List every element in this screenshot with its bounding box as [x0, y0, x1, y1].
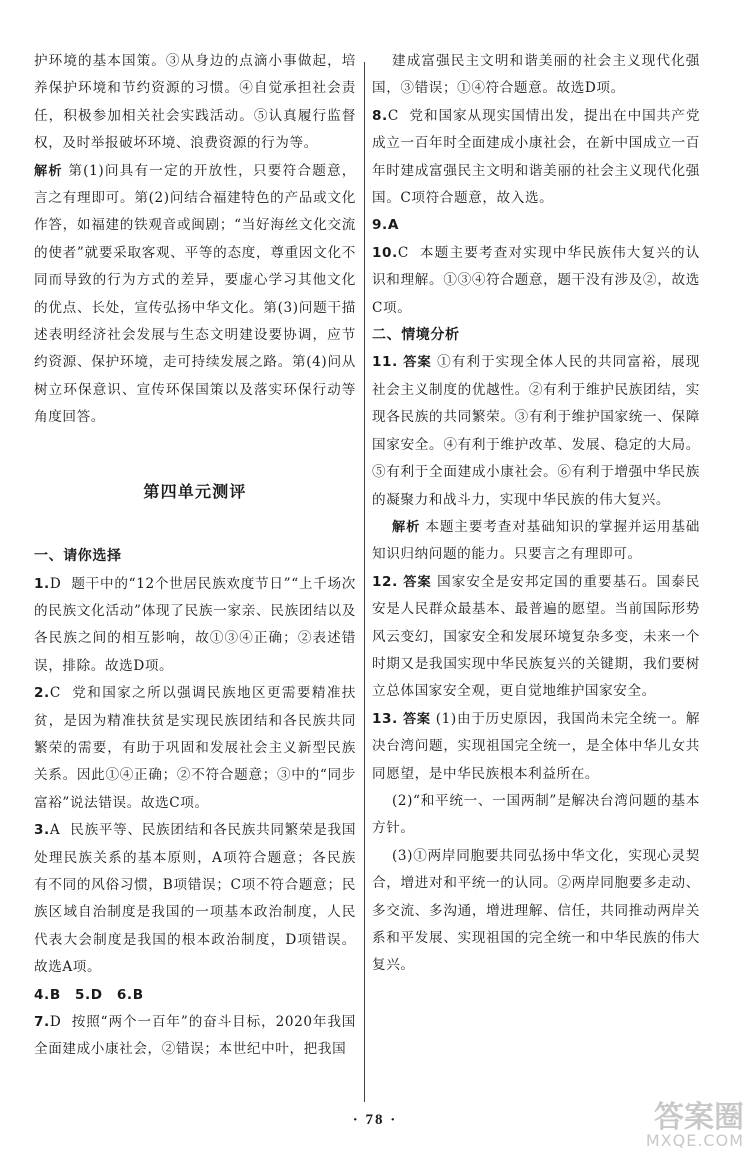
questions-4-6: 4.B 5.D 6.B [34, 986, 144, 1003]
question-answer: C [49, 685, 61, 702]
question-11 [372, 349, 700, 513]
question-number: 11. [372, 354, 398, 371]
answer-text: (1)由于历史原因，我国尚未完全统一。解决台湾问题，实现祖国完全统一，是全体中华儿女共同愿望，是中华民族根本利益所在。 [372, 710, 701, 782]
question-answer: A [49, 822, 61, 839]
question-explanation: 民族平等、民族团结和各民族共同繁荣是我国处理民族关系的基本原则，A项符合题意；各民族有不同的风俗习惯，B项错误；C项不符合题意；民族区域自治制度是我国的一项基本政治制度，人民代表大会制度是我国的根本政治制度，D项错误。故选A项。 [34, 822, 357, 976]
question-explanation: 党和国家从现实国情出发，提出在中国共产党成立一百年时全面建成小康社会，在新中国成立一百年时建成富强民主文明和谐美丽的社会主义现代化强国。C项符合题意，故入选。 [372, 107, 701, 207]
question-3 [34, 817, 356, 981]
question-number: 13. [372, 710, 398, 727]
question-number: 1. [34, 575, 50, 592]
analysis-text: 本题主要考查对基础知识的掌握并运用基础知识归纳问题的能力。只要言之有理即可。 [372, 518, 701, 563]
watermark-url: MXQE.COM [645, 1131, 744, 1151]
analysis-text: 第(1)问具有一定的开放性，只要符合题意，言之有理即可。第(2)问结合福建特色的产品或文化作答，如福建的铁观音或闽剧；“当好海丝文化交流的使者”就要采取客观、平等的态度，尊重因文化不同而导致的行为方式的差异，要虚心学习其他文化的优点、长处，宣传弘扬中华文化。第(3)问题干描述表明经济社会发展与生态文明建设要协调，应节约资源、保护环境，走可持续发展之路。第(4)问从树立环保意识、宣传环保国策以及落实环保行动等角度回答。 [34, 162, 357, 426]
question-8 [372, 103, 700, 213]
section-heading-scenario: 二、情境分析 [372, 327, 460, 344]
answer-label: 答案 [403, 574, 432, 590]
question-answer: C [397, 244, 409, 261]
analysis-label: 解析 [34, 163, 63, 179]
question-9: 9.A [372, 217, 399, 234]
question-answer: D [49, 1014, 62, 1030]
question-10 [372, 240, 700, 322]
question-number: 12. [372, 573, 398, 590]
question-answer: C [387, 107, 399, 124]
question-2 [34, 680, 356, 817]
page-number: · 78 · [352, 1112, 398, 1128]
question-explanation: 题干中的“12个世居民族欢度节日”“上千场次的民族文化活动”体现了民族一家亲、民族团结以及各民族之间的相互影响，故①③④正确；②表述错误，排除。故选D项。 [34, 575, 356, 674]
watermark-logo [645, 1099, 744, 1151]
question-explanation: 党和国家之所以强调民族地区更需要精准扶贫，是因为精准扶贫是实现民族团结和各民族共同繁荣的需要，有助于巩固和发展社会主义新型民族关系。因此①④正确；②不符合题意；③中的“同步富裕”说法错误。故选C项。 [34, 685, 356, 811]
question-13 [372, 706, 700, 788]
question-explanation: 本题主要考查对实现中华民族伟大复兴的认识和理解。①③④符合题意，题干没有涉及②，故选C项。 [372, 244, 700, 316]
answer-text: 国家安全是安邦定国的重要基石。国泰民安是人民群众最基本、最普遍的愿望。当前国际形势风云变幻，国家安全和发展环境复杂多变，未来一个时期又是我国实现中华民族复兴的关键期，我们要树立总体国家安全观，更自觉地维护国家安全。 [372, 573, 700, 700]
question-number: 3. [34, 822, 50, 839]
question-7 [34, 1009, 356, 1064]
left-analysis [34, 158, 356, 432]
question-number: 8. [372, 107, 388, 124]
question-number: 7. [34, 1014, 50, 1030]
question-12 [372, 569, 700, 706]
unit-title: 第四单元测评 [143, 481, 247, 501]
answer-text: ①有利于实现全体人民的共同富裕，展现社会主义制度的优越性。②有利于维护民族团结，实现各民族的共同繁荣。③有利于维护国家统一、保障国家安全。④有利于维护改革、发展、稳定的大局。⑤有利于全面建成小康社会。⑥有利于增强中华民族的凝聚力和战斗力，实现中华民族的伟大复兴。 [372, 354, 700, 508]
section-heading-choice: 一、请你选择 [34, 548, 122, 565]
answer-label: 答案 [402, 711, 431, 727]
question-answer: D [49, 575, 62, 592]
question-number: 2. [34, 685, 50, 702]
watermark-text: 答案圈 [654, 1099, 744, 1135]
right-column [372, 48, 700, 980]
question-number: 10. [372, 244, 398, 261]
column-divider [364, 62, 365, 1102]
question-13-part2: (2)“和平统一、一国两制”是解决台湾问题的基本方针。 [372, 792, 700, 837]
right-continued-paragraph: 建成富强民主文明和谐美丽的社会主义现代化强国，③错误；①④符合题意。故选D项。 [372, 53, 700, 97]
question-11-analysis [372, 514, 700, 569]
analysis-label: 解析 [392, 519, 421, 535]
question-1 [34, 571, 356, 681]
question-explanation: 按照“两个一百年”的奋斗目标，2020年我国全面建成小康社会，②错误；本世纪中叶，把我国 [34, 1014, 356, 1058]
left-column [34, 48, 356, 1064]
left-continued-paragraph: 护环境的基本国策。③从身边的点滴小事做起，培养保护环境和节约资源的习惯。④自觉承担社会责任，积极参加相关社会实践活动。⑤认真履行监督权，及时举报破坏环境、浪费资源的行为等。 [34, 53, 356, 152]
answer-label: 答案 [403, 355, 432, 371]
question-13-part3: (3)①两岸同胞要共同弘扬中华文化，实现心灵契合，增进对和平统一的认同。②两岸同胞要多走动、多交流、多沟通，增进理解、信任，共同推动两岸关系和平发展、实现祖国的完全统一和中华民族的伟大复兴。 [372, 847, 700, 974]
